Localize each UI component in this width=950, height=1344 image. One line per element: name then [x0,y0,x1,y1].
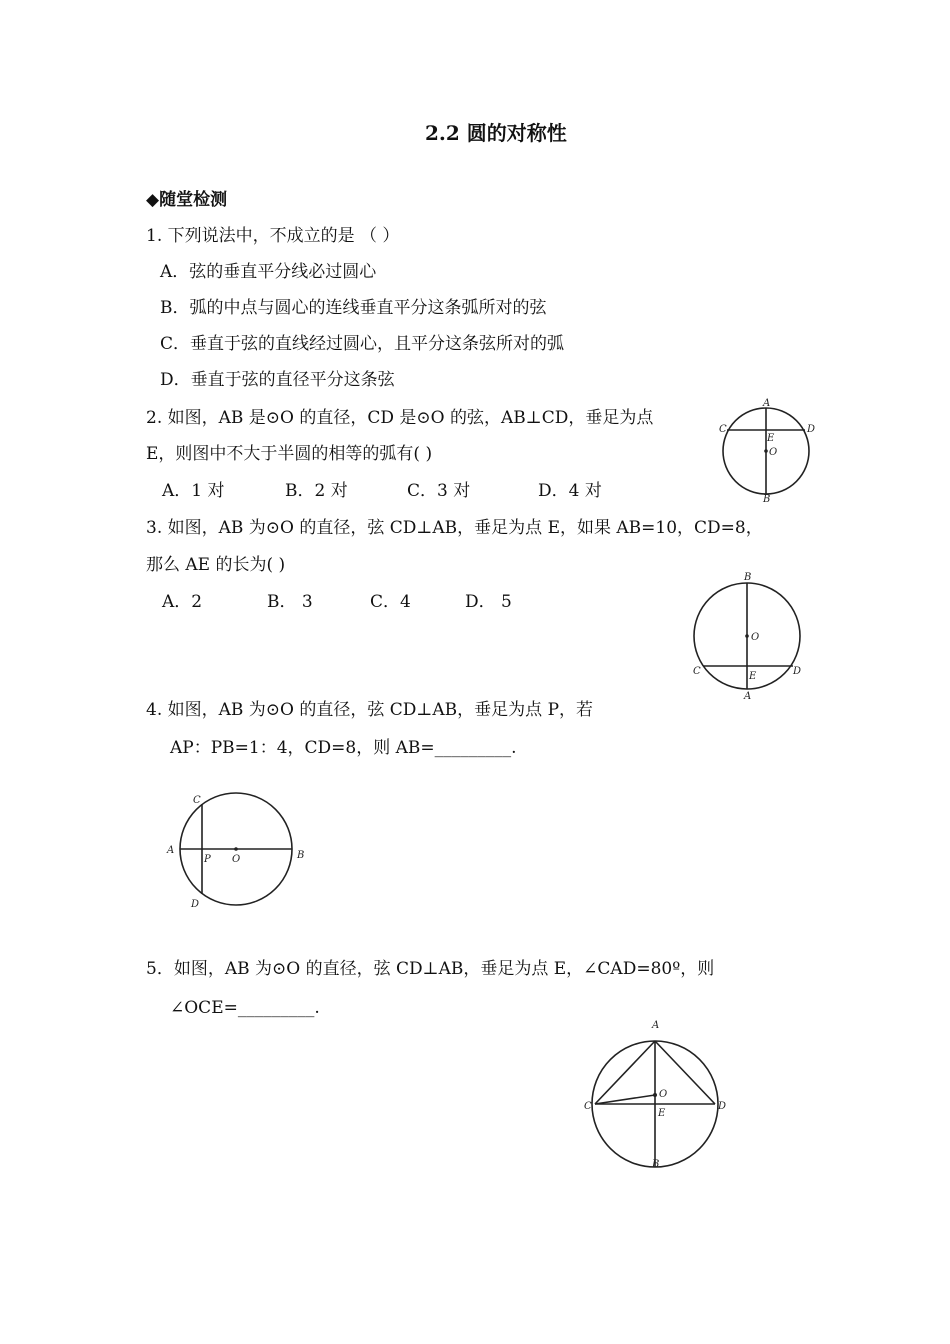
q4-stem-line2: AP：PB=1：4，CD=8，则 AB=_________. [170,738,517,758]
q2-option-c: C．3 对 [407,481,471,501]
q2-center-dot [764,449,768,453]
q5-label-a: A [652,1020,660,1031]
q5-label-b: B [652,1159,660,1170]
page-title: 2.2 圆的对称性 [425,121,567,145]
q4-stem-line1: 4. 如图，AB 为⊙O 的直径，弦 CD⊥AB，垂足为点 P，若 [146,700,594,720]
q4-label-b: B [297,850,305,861]
q5-stem-line2: ∠OCE=_________. [170,998,320,1018]
q2-label-c: C [719,424,727,435]
q3-label-b: B [744,572,752,583]
q4-center-dot [234,847,238,851]
q3-option-d: D． 5 [465,592,512,612]
q1-option-d: D．垂直于弦的直径平分这条弦 [160,370,395,390]
q1-option-a: A．弦的垂直平分线必过圆心 [160,262,377,282]
q2-label-e: E [767,433,775,444]
q3-center-dot [745,634,749,638]
q1-option-c: C．垂直于弦的直线经过圆心，且平分这条弦所对的弧 [160,334,565,354]
q2-option-a: A．1 对 [162,481,225,501]
q4-label-d: D [191,899,200,910]
q3-label-e: E [749,671,757,682]
q3-label-c: C [693,666,701,677]
q3-label-a: A [744,691,752,702]
q5-stem-line1: 5．如图，AB 为⊙O 的直径，弦 CD⊥AB，垂足为点 E，∠CAD=80º，则 [146,959,715,979]
q2-label-b: B [763,494,771,505]
q2-label-d: D [807,424,816,435]
q2-option-d: D．4 对 [538,481,602,501]
q3-stem-line2: 那么 AE 的长为( ) [146,555,286,575]
q3-option-a: A．2 [162,592,203,612]
q2-option-b: B．2 对 [285,481,348,501]
q5-label-d: D [718,1101,727,1112]
q4-figure [160,783,320,918]
q5-label-c: C [584,1101,592,1112]
q3-label-d: D [793,666,802,677]
q1-option-b: B．弧的中点与圆心的连线垂直平分这条弧所对的弦 [160,298,547,318]
q2-stem-line2: E，则图中不大于半圆的相等的弧有( ) [146,444,433,464]
q5-label-o: O [659,1089,668,1100]
q4-label-a: A [167,845,175,856]
q2-label-a: A [763,398,771,409]
q1-stem: 1. 下列说法中，不成立的是 （ ） [146,226,400,246]
q5-label-e: E [658,1108,666,1119]
q2-figure [715,395,825,505]
q2-label-o: O [769,447,778,458]
q5-center-dot [653,1093,657,1097]
q3-label-o: O [751,632,760,643]
section-heading: ◆随堂检测 [146,190,228,210]
q4-label-c: C [193,795,201,806]
q3-figure [685,570,815,705]
q5-segment-ac [595,1041,655,1104]
q3-option-c: C．4 [370,592,411,612]
q5-segment-oc [595,1095,655,1104]
q4-label-o: O [232,854,241,865]
q3-stem-line1: 3. 如图，AB 为⊙O 的直径，弦 CD⊥AB，垂足为点 E，如果 AB=10，CD=8， [146,518,763,538]
q2-stem-line1: 2. 如图，AB 是⊙O 的直径，CD 是⊙O 的弦，AB⊥CD，垂足为点 [146,408,654,428]
q5-figure [575,1015,735,1175]
q3-option-b: B． 3 [267,592,313,612]
q4-label-p: P [204,854,211,865]
